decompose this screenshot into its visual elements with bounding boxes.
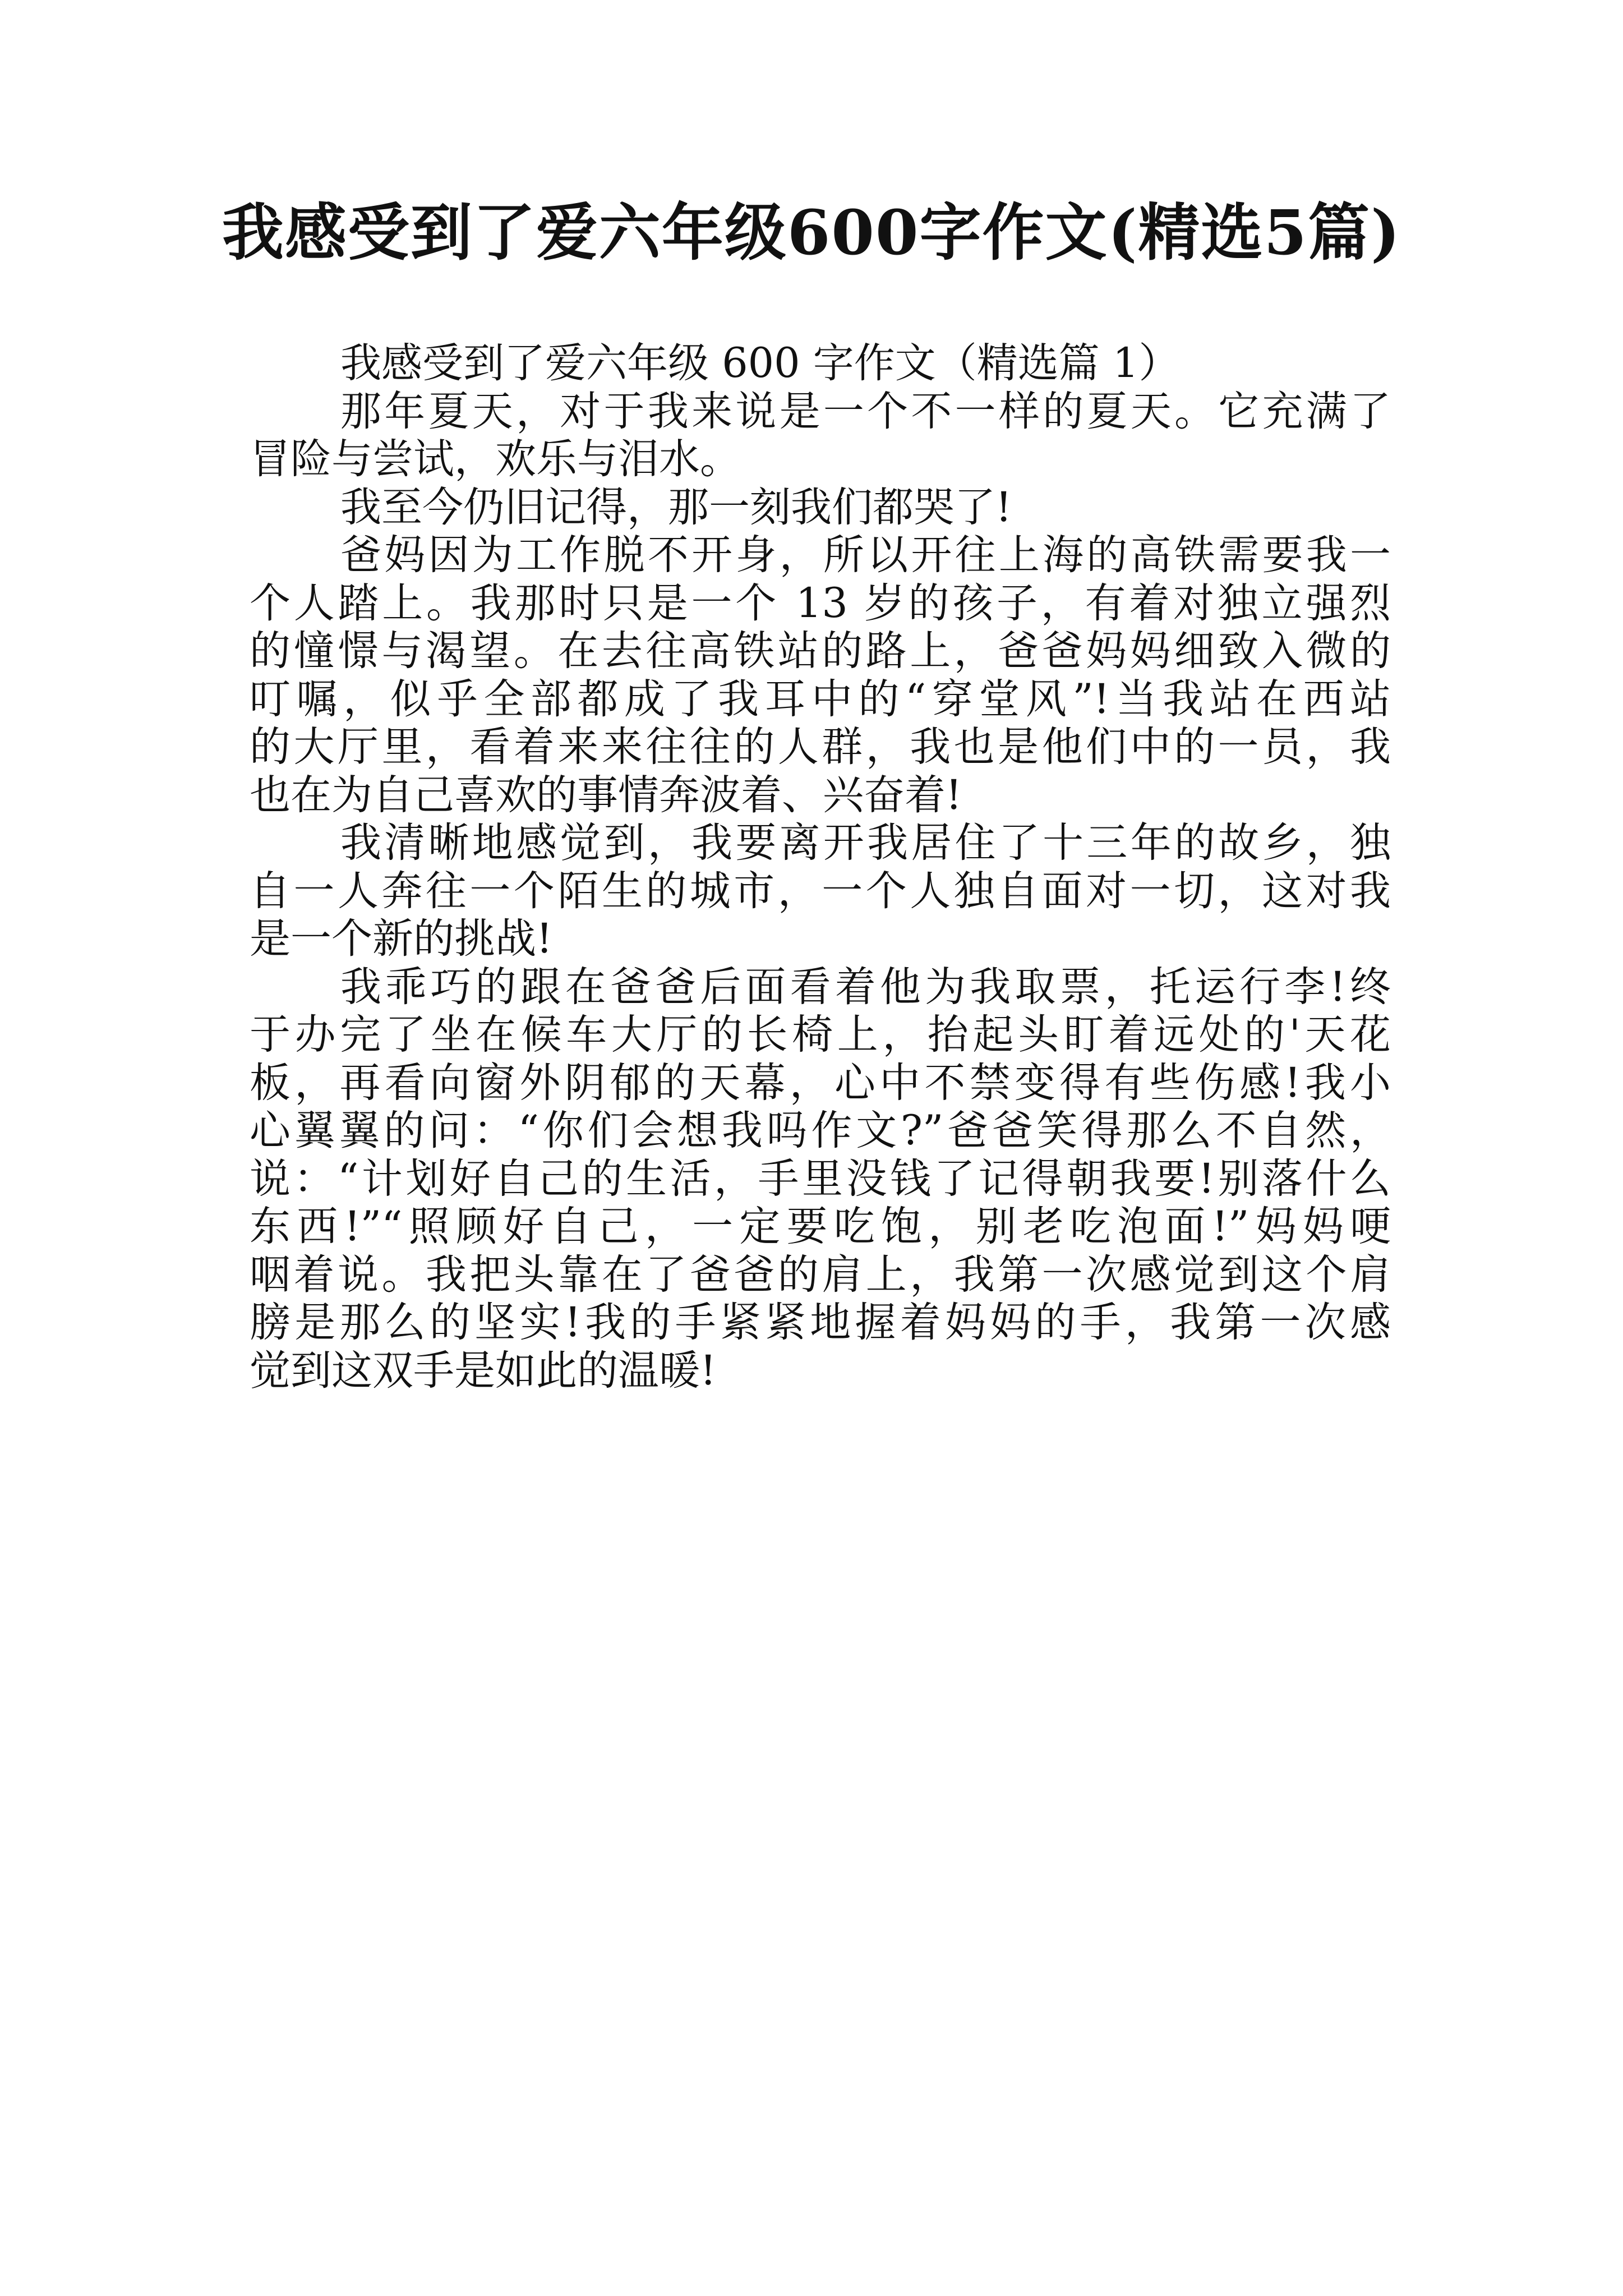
text-line: 觉到这双手是如此的温暖! bbox=[250, 1346, 717, 1395]
text-line: 膀是那么的坚实!我的手紧紧地握着妈妈的手，我第一次感 bbox=[250, 1299, 1391, 1346]
paragraph bbox=[250, 819, 1391, 963]
text-line: 板，再看向窗外阴郁的天幕，心中不禁变得有些伤感!我小 bbox=[250, 1059, 1391, 1107]
text-line: 那年夏天，对于我来说是一个不一样的夏天。它充满了 bbox=[340, 387, 1391, 435]
text-line: 叮嘱，似乎全部都成了我耳中的“穿堂风”!当我站在西站 bbox=[250, 675, 1391, 723]
text-line: 自一人奔往一个陌生的城市，一个人独自面对一切，这对我 bbox=[250, 867, 1391, 915]
text-line: 也在为自己喜欢的事情奔波着、兴奋着! bbox=[250, 771, 962, 819]
text-line: 是一个新的挑战! bbox=[250, 915, 553, 963]
text-line: 说：“计划好自己的生活，手里没钱了记得朝我要!别落什么 bbox=[250, 1154, 1391, 1203]
text-line: 心翼翼的问：“你们会想我吗作文?”爸爸笑得那么不自然， bbox=[250, 1107, 1391, 1154]
text-line: 东西!”“照顾好自己，一定要吃饱，别老吃泡面!”妈妈哽 bbox=[250, 1203, 1391, 1250]
document-title: 我感受到了爱六年级600字作文(精选5篇) bbox=[222, 196, 1401, 269]
document-body bbox=[250, 339, 1391, 1395]
text-line: 爸妈因为工作脱不开身，所以开往上海的高铁需要我一 bbox=[340, 531, 1391, 579]
paragraph bbox=[250, 388, 1391, 484]
text-line: 咽着说。我把头靠在了爸爸的肩上，我第一次感觉到这个肩 bbox=[250, 1250, 1391, 1299]
text-line: 个人踏上。我那时只是一个 13 岁的孩子，有着对独立强烈 bbox=[250, 579, 1391, 627]
section-heading bbox=[250, 339, 1391, 388]
text-line: 冒险与尝试，欢乐与泪水。 bbox=[250, 435, 741, 483]
text-line: 的大厅里，看着来来往往的人群，我也是他们中的一员，我 bbox=[250, 723, 1391, 771]
text-line: 我感受到了爱六年级 600 字作文（精选篇 1） bbox=[340, 339, 1180, 387]
paragraph bbox=[250, 484, 1391, 532]
text-line: 我乖巧的跟在爸爸后面看着他为我取票，托运行李!终 bbox=[340, 963, 1391, 1011]
text-line: 的憧憬与渴望。在去往高铁站的路上，爸爸妈妈细致入微的 bbox=[250, 627, 1391, 675]
text-line: 我至今仍旧记得，那一刻我们都哭了! bbox=[340, 483, 1012, 531]
paragraph bbox=[250, 531, 1391, 819]
text-line: 于办完了坐在候车大厅的长椅上，抬起头盯着远处的'天花 bbox=[250, 1011, 1391, 1059]
paragraph bbox=[250, 963, 1391, 1395]
text-line: 我清晰地感觉到，我要离开我居住了十三年的故乡，独 bbox=[340, 819, 1391, 867]
